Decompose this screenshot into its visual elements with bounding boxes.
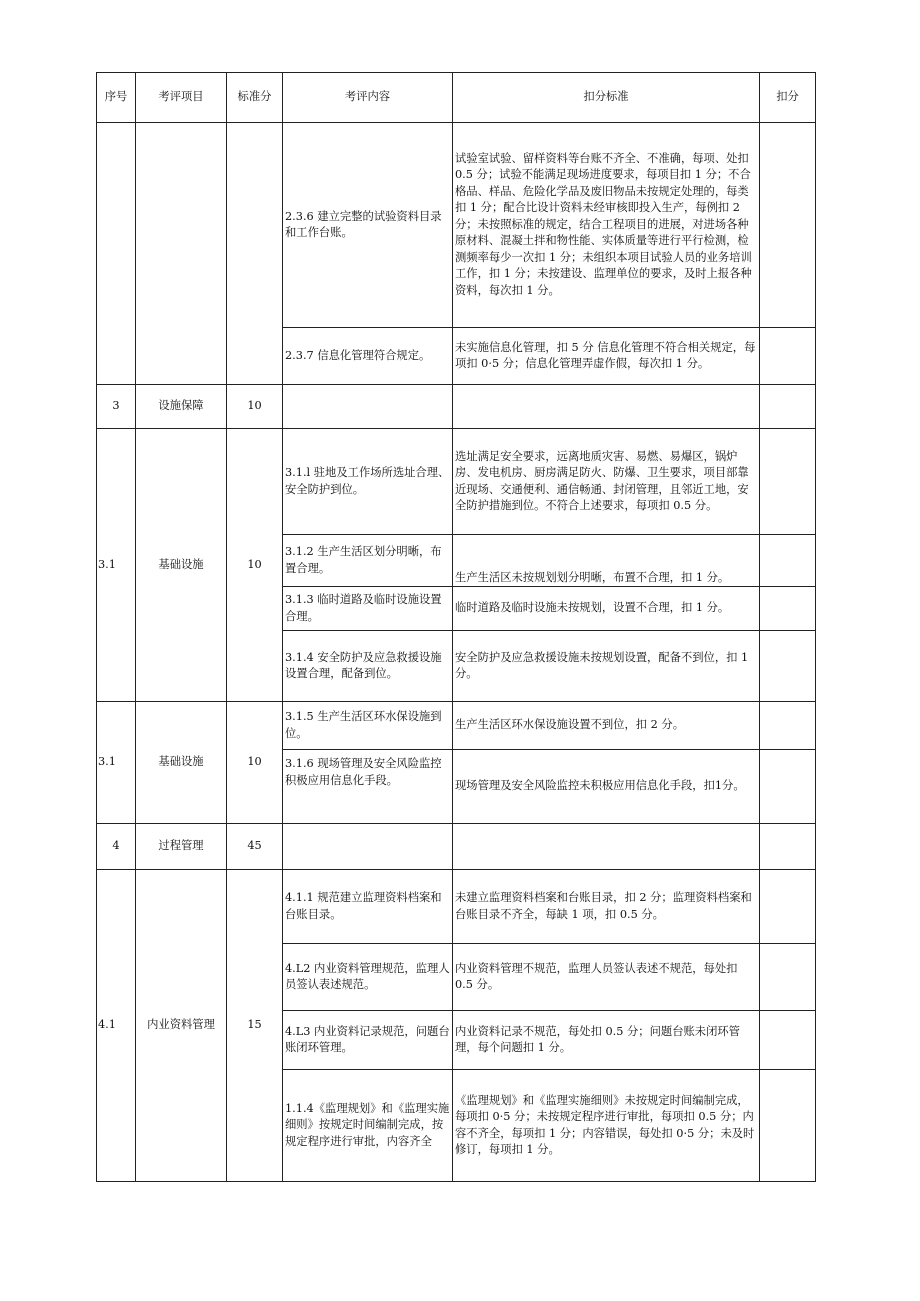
empty-cell xyxy=(453,824,760,870)
deduction-standard: 未实施信息化管理，扣 5 分 信息化管理不符合相关规定，每项扣 0·5 分；信息化管理弄虚作假，每次扣 1 分。 xyxy=(453,328,760,385)
group-score: 15 xyxy=(227,870,283,1182)
deduct-cell xyxy=(760,385,816,429)
table-row xyxy=(97,702,816,750)
deduct-cell xyxy=(760,429,816,535)
section-item: 设施保障 xyxy=(136,385,227,429)
section-score: 45 xyxy=(227,824,283,870)
empty-cell xyxy=(283,385,453,429)
deduct-cell xyxy=(760,824,816,870)
group-no: 3.1 xyxy=(97,702,136,824)
section-score: 10 xyxy=(227,385,283,429)
deduct-cell xyxy=(760,631,816,702)
criterion-content: 3.1.5 生产生活区环水保设施到位。 xyxy=(283,702,453,750)
group-no: 4.1 xyxy=(97,870,136,1182)
group-score: 10 xyxy=(227,429,283,702)
criterion-content: 4.1.1 规范建立监理资料档案和台账目录。 xyxy=(283,870,453,944)
criterion-content: 3.1.l 驻地及工作场所选址合理、安全防护到位。 xyxy=(283,429,453,535)
deduction-standard: 内业资料管理不规范，监理人员签认表述不规范，每处扣 0.5 分。 xyxy=(453,944,760,1011)
table-row xyxy=(97,870,816,944)
header-deduct: 扣分 xyxy=(760,73,816,123)
table-row xyxy=(97,123,816,328)
empty-cell xyxy=(453,385,760,429)
group-score-cell xyxy=(227,123,283,385)
criterion-content: 3.1.2 生产生活区划分明晰，布置合理。 xyxy=(283,535,453,587)
deduction-standard: 试验室试验、留样资料等台账不齐全、不准确，每项、处扣 0.5 分；试验不能满足现场进度要求，每项目扣 1 分；不合格品、样品、危险化学品及废旧物品未按规定处理的，每类扣 1 分；配合比设计资料未经审核即投入生产，每例扣 2 分；未按照标准的规定，结合工程项目的进展，对进场各种原材料、混凝土拌和物性能、实体质量等进行平行检测，检测频率每少一次扣 1 分；未组织本项目试验人员的业务培训工作，扣 1 分；未按建设、监理单位的要求，及时上报各种资料，每次扣 1 分。 xyxy=(453,123,760,328)
header-score: 标准分 xyxy=(227,73,283,123)
group-no: 3.1 xyxy=(97,429,136,702)
deduct-cell xyxy=(760,587,816,631)
group-score: 10 xyxy=(227,702,283,824)
deduct-cell xyxy=(760,1011,816,1070)
header-item: 考评项目 xyxy=(136,73,227,123)
header-content: 考评内容 xyxy=(283,73,453,123)
header-standard: 扣分标准 xyxy=(453,73,760,123)
group-no-cell xyxy=(97,123,136,385)
deduct-cell xyxy=(760,535,816,587)
deduct-cell xyxy=(760,870,816,944)
criterion-content: 1.1.4《监理规划》和《监理实施细则》按规定时间编制完成，按规定程序进行审批，内容齐全 xyxy=(283,1070,453,1182)
section-item: 过程管理 xyxy=(136,824,227,870)
deduction-standard: 《监理规划》和《监理实施细则》未按规定时间编制完成，每项扣 0·5 分；未按规定程序进行审批，每项扣 0.5 分；内容不齐全，每项扣 1 分；内容错误，每处扣 0·5 分；未及时修订，每项扣 1 分。 xyxy=(453,1070,760,1182)
header-row xyxy=(97,73,816,123)
group-item-cell xyxy=(136,123,227,385)
deduction-standard: 临时道路及临时设施未按规划，设置不合理，扣 1 分。 xyxy=(453,587,760,631)
criterion-content: 3.1.6 现场管理及安全风险监控积极应用信息化手段。 xyxy=(283,750,453,824)
group-item: 基础设施 xyxy=(136,429,227,702)
section-row xyxy=(97,385,816,429)
group-item: 内业资料管理 xyxy=(136,870,227,1182)
deduction-standard: 安全防护及应急救援设施未按规划设置，配备不到位，扣 1 分。 xyxy=(453,631,760,702)
header-no: 序号 xyxy=(97,73,136,123)
criterion-content: 2.3.7 信息化管理符合规定。 xyxy=(283,328,453,385)
deduction-standard: 生产生活区未按规划划分明晰，布置不合理，扣 1 分。 xyxy=(453,535,760,587)
deduct-cell xyxy=(760,944,816,1011)
criterion-content: 2.3.6 建立完整的试验资料目录和工作台账。 xyxy=(283,123,453,328)
section-row xyxy=(97,824,816,870)
deduction-standard: 选址满足安全要求，远离地质灾害、易燃、易爆区，锅炉房、发电机房、厨房满足防火、防爆、卫生要求，项目部靠近现场、交通便利、通信畅通、封闭管理，且邻近工地，安全防护措施到位。不符合上述要求，每项扣 0.5 分。 xyxy=(453,429,760,535)
deduct-cell xyxy=(760,702,816,750)
evaluation-table xyxy=(96,72,816,1182)
section-no: 3 xyxy=(97,385,136,429)
table-row xyxy=(97,429,816,535)
group-item: 基础设施 xyxy=(136,702,227,824)
deduction-standard: 内业资料记录不规范，每处扣 0.5 分；问题台账未闭环管理，每个问题扣 1 分。 xyxy=(453,1011,760,1070)
criterion-content: 3.1.3 临时道路及临时设施设置合理。 xyxy=(283,587,453,631)
deduction-standard: 未建立监理资料档案和台账目录，扣 2 分；监理资料档案和台账目录不齐全，每缺 1 项，扣 0.5 分。 xyxy=(453,870,760,944)
section-no: 4 xyxy=(97,824,136,870)
deduct-cell xyxy=(760,123,816,328)
criterion-content: 3.1.4 安全防护及应急救援设施设置合理，配备到位。 xyxy=(283,631,453,702)
deduction-standard: 现场管理及安全风险监控未积极应用信息化手段，扣1分。 xyxy=(453,750,760,824)
deduction-standard: 生产生活区环水保设施设置不到位，扣 2 分。 xyxy=(453,702,760,750)
deduct-cell xyxy=(760,328,816,385)
deduct-cell xyxy=(760,750,816,824)
criterion-content: 4.L2 内业资料管理规范，监理人员签认表述规范。 xyxy=(283,944,453,1011)
deduct-cell xyxy=(760,1070,816,1182)
empty-cell xyxy=(283,824,453,870)
criterion-content: 4.L3 内业资料记录规范，问题台账闭环管理。 xyxy=(283,1011,453,1070)
